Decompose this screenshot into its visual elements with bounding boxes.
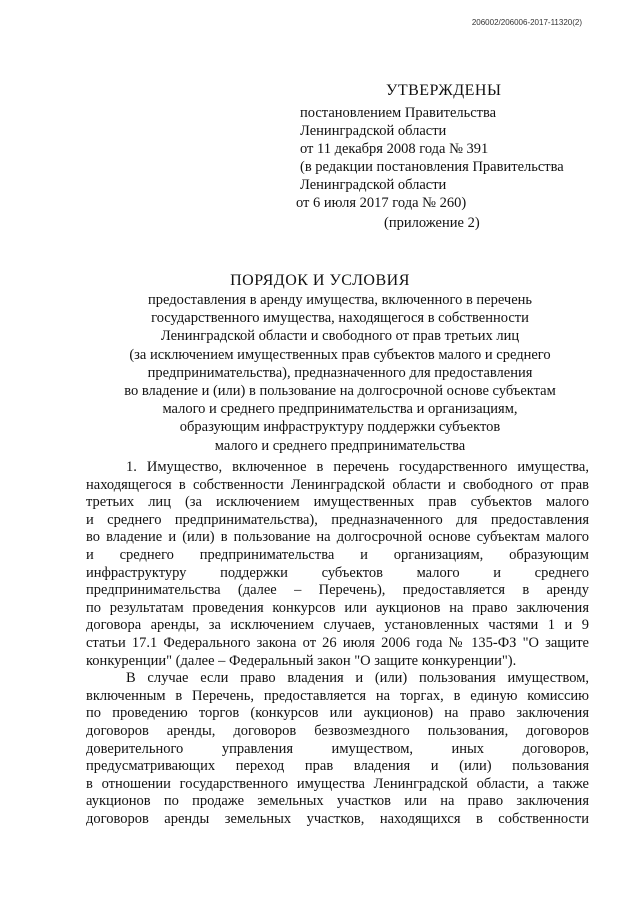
- body-line: конкуренции" (далее – Федеральный закон "О защите конкуренции").: [86, 652, 517, 669]
- body-line: включенным в Перечень, предоставляется на торгах, в единую комиссию: [86, 687, 589, 704]
- body-line: 1. Имущество, включенное в перечень государственного имущества,: [126, 459, 589, 475]
- body-line: договоров аренды земельных участков, находящихся в собственности: [86, 810, 589, 827]
- document-id: 206002/206006-2017-11320(2): [471, 18, 582, 27]
- approval-line: (в редакции постановления Правительства: [300, 159, 564, 175]
- body-line: доверительного управления имуществом, иных договоров,: [86, 740, 589, 757]
- body-line: статьи 17.1 Федерального закона от 26 июля 2006 года № 135-ФЗ "О защите: [86, 634, 589, 651]
- body-line: предпринимательства (далее – Перечень), предоставляется в аренду: [86, 582, 589, 599]
- body-text: [86, 459, 589, 828]
- body-line: в отношении государственного имущества Ленинградской области, а также: [86, 775, 589, 792]
- subtitle-line: образующим инфраструктуру поддержки субъектов: [179, 419, 501, 436]
- body-line: и среднего предпринимательства), предназначенного для предоставления: [86, 511, 589, 528]
- subtitle-line: предпринимательства), предназначенного для предоставления: [147, 364, 533, 381]
- approval-line: постановлением Правительства: [300, 105, 497, 121]
- body-line: третьих лиц (за исключением имущественных прав субъектов малого: [86, 494, 589, 511]
- subtitle-line: малого и среднего предпринимательства: [214, 437, 466, 454]
- document-title: ПОРЯДОК И УСЛОВИЯ: [230, 272, 410, 289]
- approval-heading: УТВЕРЖДЕНЫ: [386, 82, 502, 99]
- body-line: договоров аренды, договоров безвозмездного пользования, договоров: [86, 722, 589, 739]
- approval-block: [296, 82, 600, 232]
- approval-appendix: (приложение 2): [384, 215, 480, 231]
- subtitle-line: во владение и (или) в пользование на долгосрочной основе субъектам: [124, 383, 556, 400]
- body-line: аукционов по продаже земельных участков или на право заключения: [86, 793, 589, 810]
- body-line: по проведению торгов (конкурсов или аукционов) на право заключения: [86, 705, 589, 722]
- body-line: и среднего предпринимательства и организациям, образующим: [86, 546, 589, 563]
- subtitle-line: малого и среднего предпринимательства и организациям,: [162, 401, 518, 418]
- body-line: по результатам проведения конкурсов или аукционов на право заключения: [86, 599, 589, 616]
- body-line: во владение и (или) в пользование на долгосрочной основе субъектам малого: [86, 529, 589, 546]
- body-line: договора аренды, за исключением случаев, установленных частями 1 и 9: [86, 617, 589, 634]
- approval-line: от 11 декабря 2008 года № 391: [300, 141, 489, 157]
- approval-line: Ленинградской области: [300, 123, 447, 139]
- subtitle-line: государственного имущества, находящегося в собственности: [151, 310, 529, 327]
- body-line: В случае если право владения и (или) пользования имуществом,: [126, 670, 589, 687]
- body-line: предусматривающих переход прав владения и (или) пользования: [86, 758, 589, 775]
- subtitle-line: (за исключением имущественных прав субъектов малого и среднего: [129, 346, 551, 363]
- approval-line: от 6 июля 2017 года № 260): [296, 195, 467, 211]
- subtitle-line: предоставления в аренду имущества, включенного в перечень: [147, 292, 533, 308]
- body-line: инфраструктуру поддержки субъектов малого и среднего: [86, 564, 589, 581]
- approval-line: Ленинградской области: [300, 177, 447, 193]
- body-line: находящегося в собственности Ленинградской области и свободного от прав: [86, 476, 589, 493]
- document-subtitle: [100, 291, 580, 455]
- subtitle-line: Ленинградской области и свободного от прав третьих лиц: [160, 328, 520, 345]
